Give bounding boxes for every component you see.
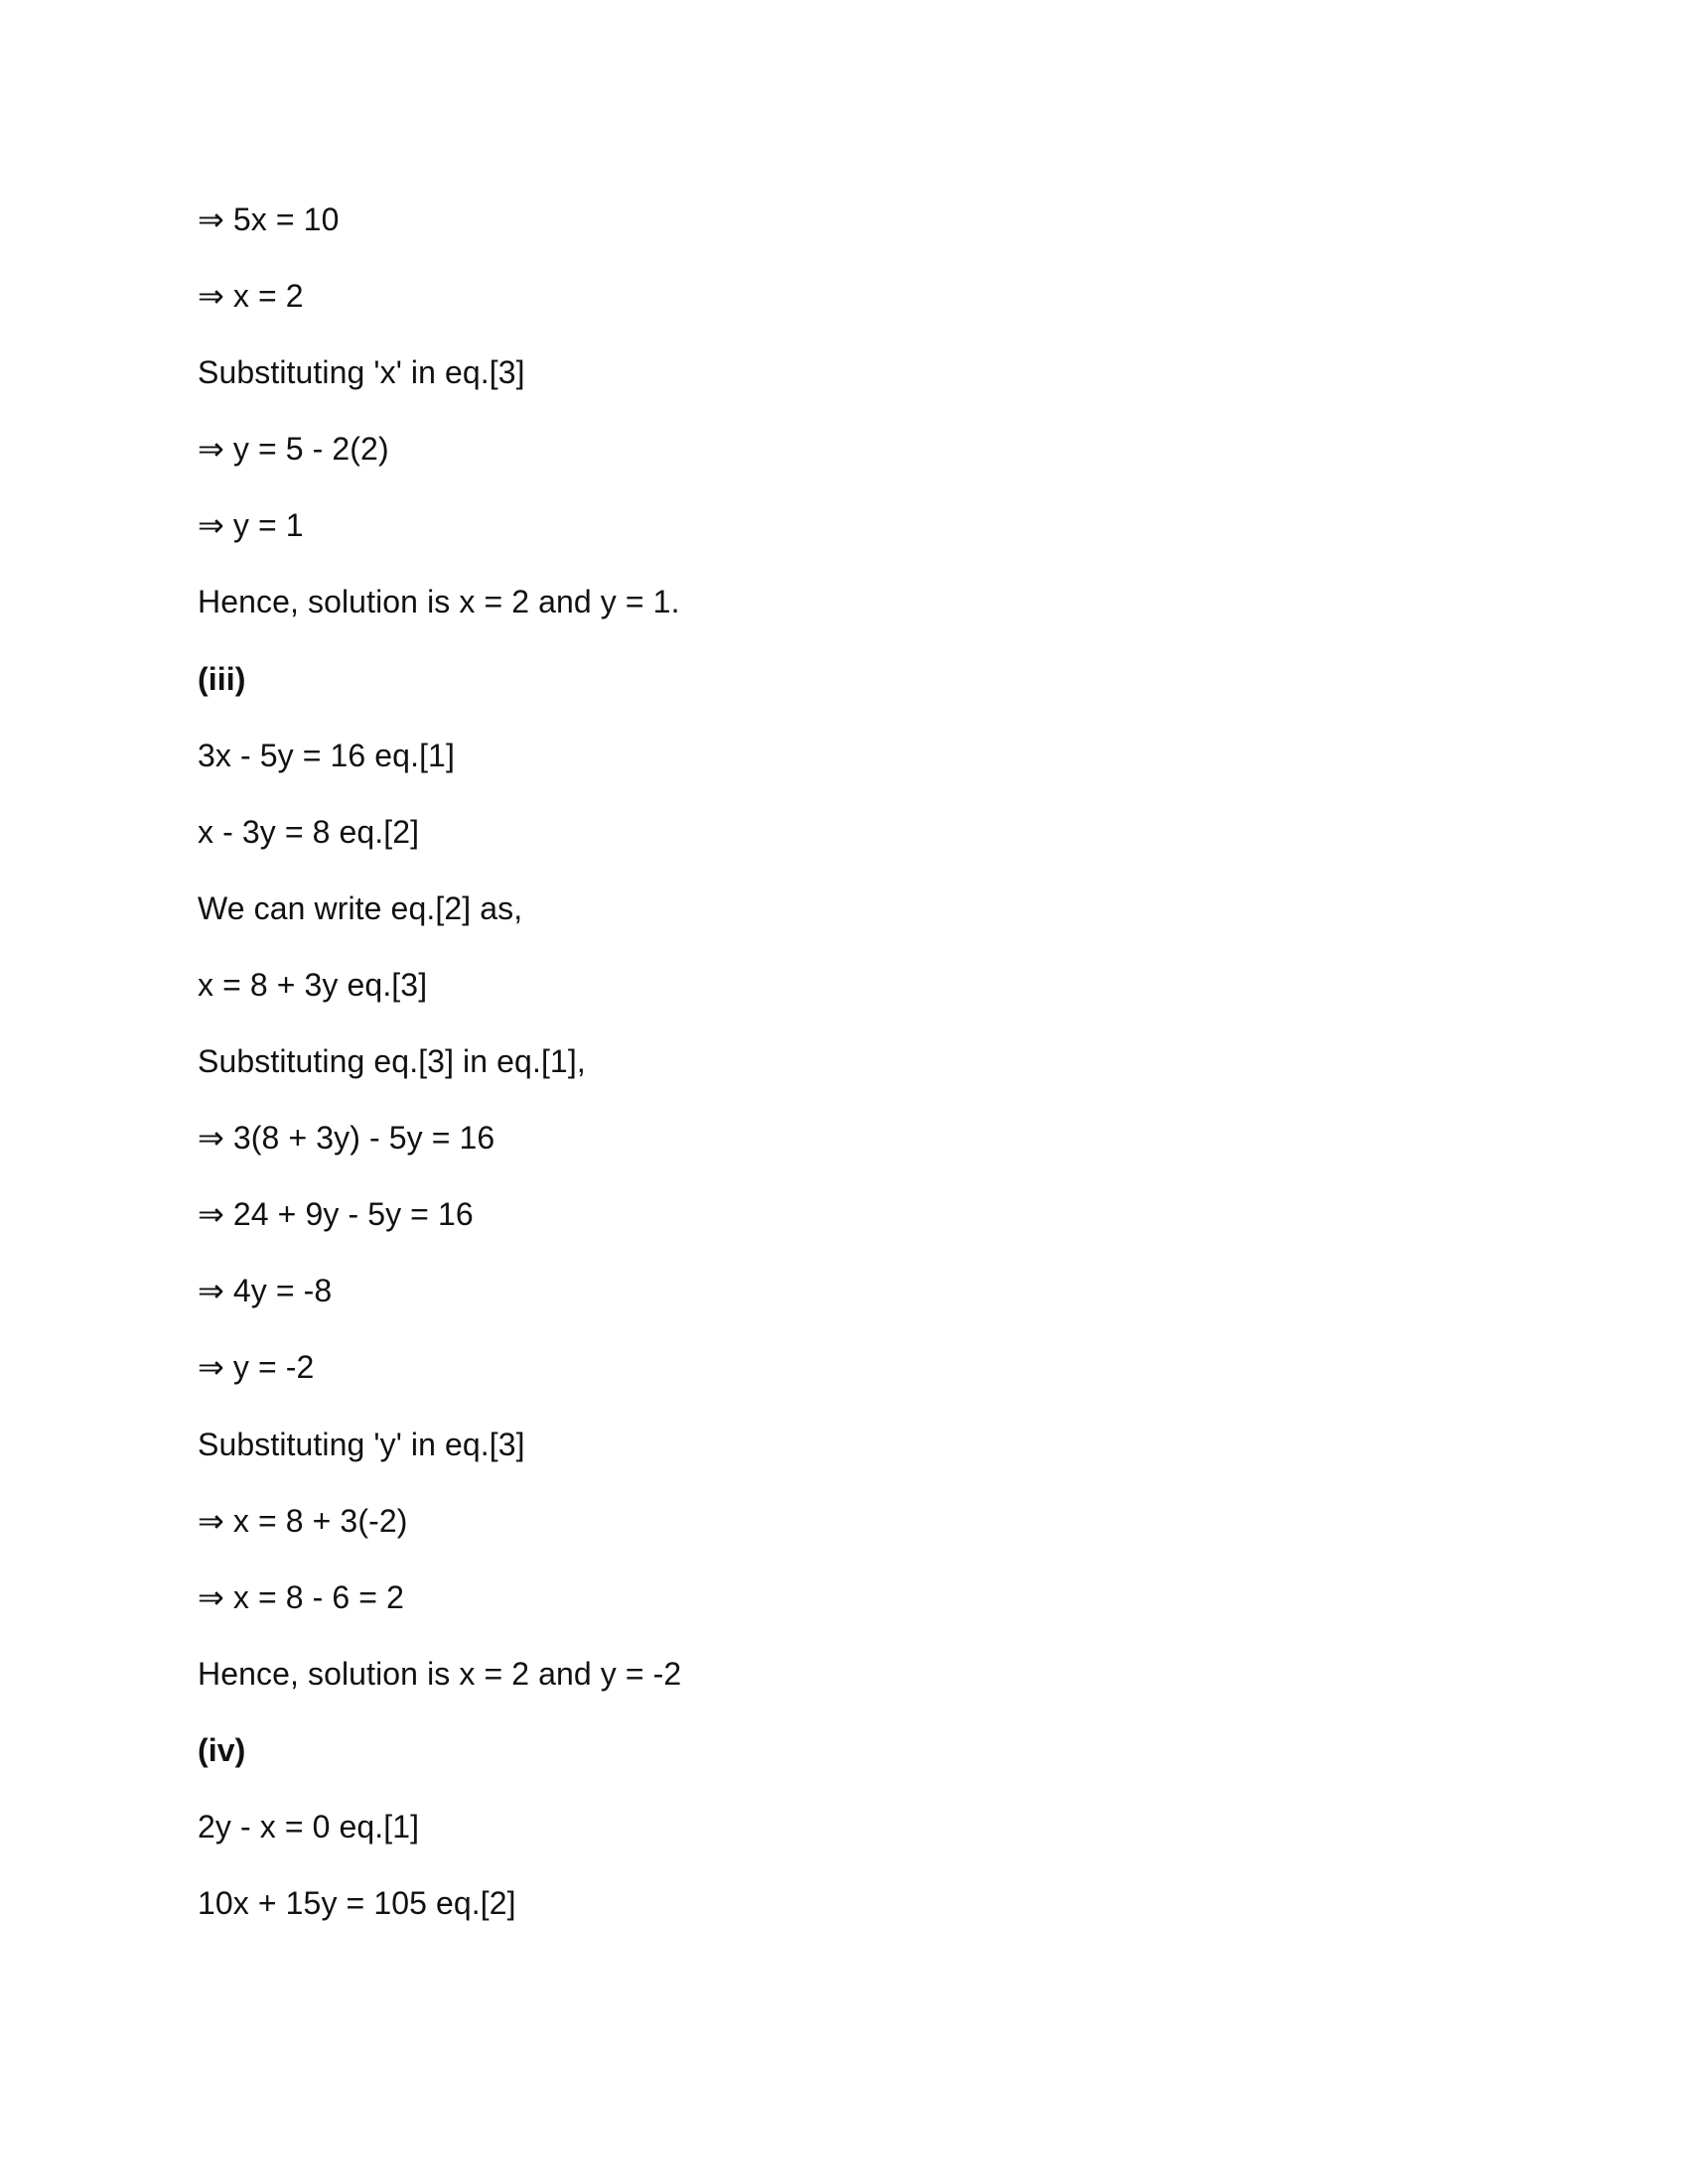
text-line: ⇒ 5x = 10 <box>198 202 340 237</box>
text-line: 3x - 5y = 16 eq.[1] <box>198 737 455 773</box>
text-line: 2y - x = 0 eq.[1] <box>198 1808 420 1844</box>
text-line: Substituting 'x' in eq.[3] <box>198 354 525 391</box>
text-line: Substituting 'y' in eq.[3] <box>198 1426 525 1462</box>
text-line: x = 8 + 3y eq.[3] <box>198 966 428 1003</box>
text-line: ⇒ y = -2 <box>198 1349 315 1386</box>
section-label: (iii) <box>198 660 246 697</box>
text-line: x - 3y = 8 eq.[2] <box>198 813 420 850</box>
text-line: Hence, solution is x = 2 and y = -2 <box>198 1655 682 1692</box>
text-line: Hence, solution is x = 2 and y = 1. <box>198 584 680 620</box>
text-line: ⇒ x = 2 <box>198 278 304 315</box>
text-line: 10x + 15y = 105 eq.[2] <box>198 1885 516 1922</box>
text-line: We can write eq.[2] as, <box>198 889 523 926</box>
text-line: Substituting eq.[3] in eq.[1], <box>198 1043 586 1080</box>
text-line: ⇒ x = 8 - 6 = 2 <box>198 1578 404 1615</box>
section-label: (iv) <box>198 1731 246 1768</box>
text-line: ⇒ x = 8 + 3(-2) <box>198 1502 408 1539</box>
text-line: ⇒ 24 + 9y - 5y = 16 <box>198 1196 474 1233</box>
text-line: ⇒ y = 5 - 2(2) <box>198 431 389 468</box>
text-line: ⇒ y = 1 <box>198 507 304 544</box>
text-line: ⇒ 4y = -8 <box>198 1273 333 1309</box>
solution-steps <box>198 195 1488 1955</box>
text-line: ⇒ 3(8 + 3y) - 5y = 16 <box>198 1120 495 1157</box>
